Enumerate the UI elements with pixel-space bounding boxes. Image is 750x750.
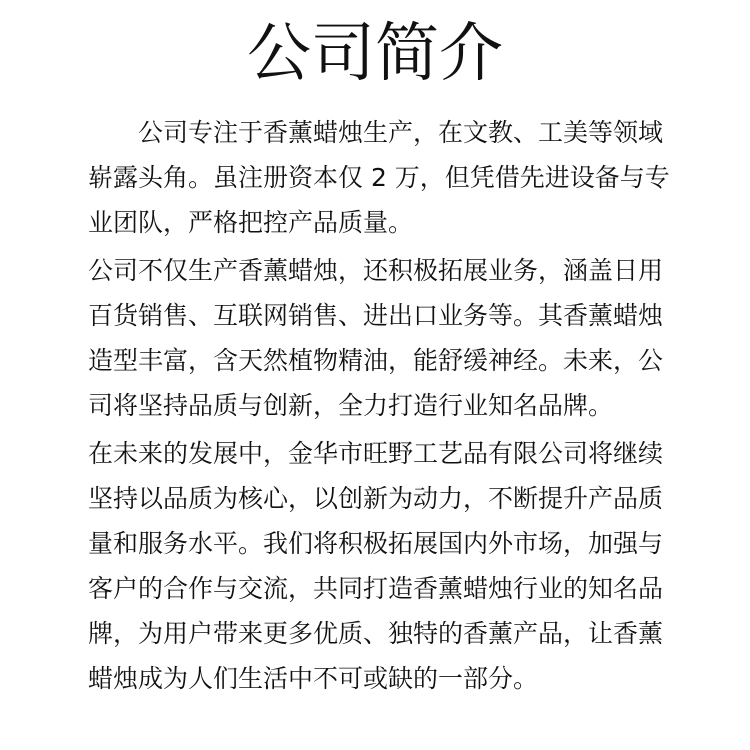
- paragraph-line: 公司不仅生产香薰蜡烛，还积极拓展业务，涵盖日用: [88, 256, 664, 285]
- paragraph-line: 业团队，严格把控产品质量。: [88, 208, 414, 237]
- paragraph-line: 造型丰富，含天然植物精油，能舒缓神经。未来，公: [88, 346, 664, 375]
- paragraph-line: 牌，为用户带来更多优质、独特的香薰产品，让香薰: [88, 619, 664, 648]
- intro-paragraph-2: [88, 248, 678, 428]
- paragraph-line: 坚持以品质为核心，以创新为动力，不断提升产品质: [88, 484, 664, 513]
- paragraph-line: 司将坚持品质与创新，全力打造行业知名品牌。: [88, 391, 614, 420]
- intro-paragraph-3: [88, 431, 678, 701]
- paragraph-line: 在未来的发展中，金华市旺野工艺品有限公司将继续: [88, 439, 664, 468]
- paragraph-line: 蜡烛成为人们生活中不可或缺的一部分。: [88, 664, 539, 693]
- paragraph-line: 百货销售、互联网销售、进出口业务等。其香薰蜡烛: [88, 301, 664, 330]
- paragraph-line: 崭露头角。虽注册资本仅 2 万，但凭借先进设备与专: [88, 163, 670, 192]
- profile-body: [88, 110, 678, 704]
- intro-paragraph-1: [88, 110, 678, 245]
- paragraph-line: 公司专注于香薰蜡烛生产，在文教、工美等领域: [138, 118, 664, 147]
- paragraph-line: 量和服务水平。我们将积极拓展国内外市场，加强与: [88, 529, 664, 558]
- page-title: 公司简介: [247, 17, 503, 91]
- paragraph-line: 客户的合作与交流，共同打造香薰蜡烛行业的知名品: [88, 574, 664, 603]
